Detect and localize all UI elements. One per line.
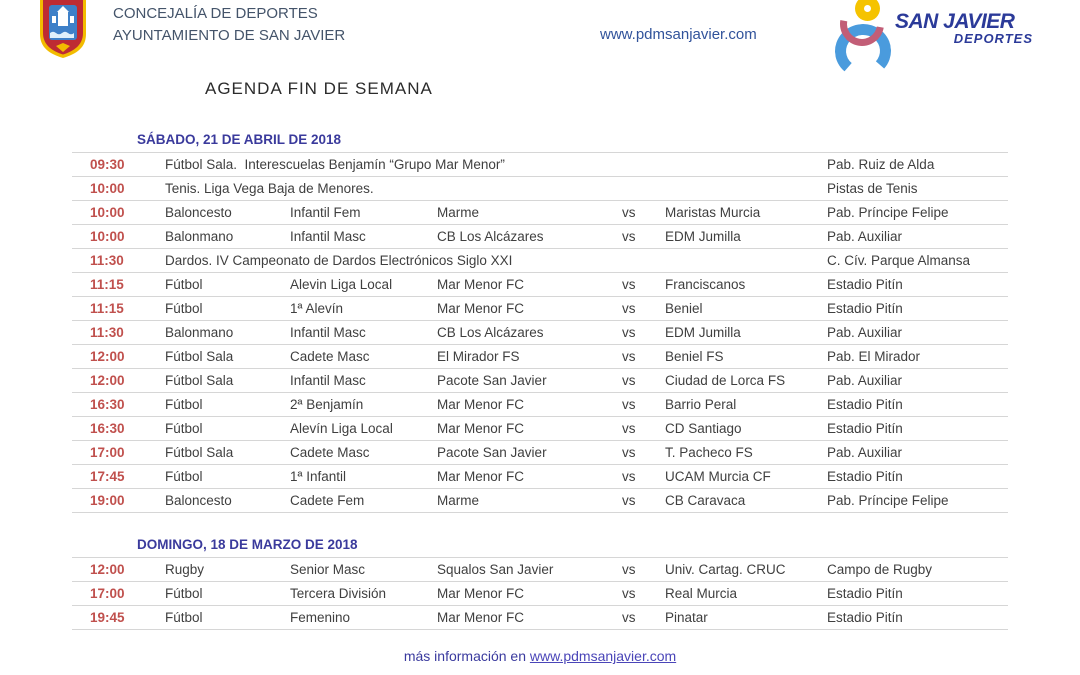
event-sport: Fútbol [165,397,203,412]
agenda-row [72,224,1008,248]
vs-label: vs [622,421,636,436]
agenda-sections [72,128,1008,630]
vs-label: vs [622,277,636,292]
municipal-crest-logo [38,0,88,58]
event-time: 19:45 [90,610,125,625]
event-sport: Baloncesto [165,205,232,220]
vs-label: vs [622,562,636,577]
event-time: 11:15 [90,277,124,292]
event-category: Cadete Masc [290,445,370,460]
logo-wordmark-name: SAN JAVIER [895,10,1015,33]
away-team: EDM Jumilla [665,229,741,244]
vs-label: vs [622,445,636,460]
away-team: CB Caravaca [665,493,746,508]
away-team: Beniel FS [665,349,724,364]
organization-header [113,3,345,47]
agenda-row [72,557,1008,581]
event-sport: Balonmano [165,229,234,244]
event-time: 16:30 [90,397,125,412]
event-description: Tenis. Liga Vega Baja de Menores. [165,181,374,196]
home-team: Mar Menor FC [437,421,525,436]
event-category: Cadete Fem [290,493,365,508]
vs-label: vs [622,349,636,364]
event-category: 1ª Infantil [290,469,347,484]
event-time: 17:00 [90,586,125,601]
vs-label: vs [622,397,636,412]
agenda-section [72,533,1008,630]
home-team: Pacote San Javier [437,445,547,460]
event-time: 09:30 [90,157,125,172]
agenda-row [72,200,1008,224]
event-sport: Fútbol [165,610,203,625]
event-venue: Pab. Auxiliar [827,229,903,244]
away-team: Barrio Peral [665,397,737,412]
event-time: 12:00 [90,349,125,364]
away-team: Franciscanos [665,277,746,292]
event-category: Senior Masc [290,562,366,577]
event-sport: Fútbol [165,277,203,292]
agenda-row [72,248,1008,272]
event-time: 11:15 [90,301,124,316]
san-javier-deportes-logo [833,0,1033,60]
event-time: 17:45 [90,469,125,484]
away-team: Beniel [665,301,703,316]
away-team: CD Santiago [665,421,742,436]
home-team: CB Los Alcázares [437,229,544,244]
agenda-row [72,392,1008,416]
agenda-table [72,557,1008,630]
page-title: AGENDA FIN DE SEMANA [205,79,433,98]
event-sport: Baloncesto [165,493,232,508]
home-team: Mar Menor FC [437,586,525,601]
event-time: 10:00 [90,205,125,220]
event-sport: Balonmano [165,325,234,340]
event-sport: Fútbol [165,586,203,601]
event-time: 17:00 [90,445,125,460]
event-time: 19:00 [90,493,125,508]
vs-label: vs [622,610,636,625]
org-line-2: AYUNTAMIENTO DE SAN JAVIER [113,27,346,44]
event-category: Alevin Liga Local [290,277,393,292]
away-team: UCAM Murcia CF [665,469,771,484]
agenda-row [72,464,1008,488]
section-date-heading: SÁBADO, 21 DE ABRIL DE 2018 [137,132,342,147]
vs-label: vs [622,373,636,388]
event-venue: Estadio Pitín [827,421,903,436]
event-sport: Fútbol [165,301,203,316]
event-venue: Estadio Pitín [827,301,903,316]
org-line-1: CONCEJALÍA DE DEPORTES [113,5,318,22]
event-time: 12:00 [90,373,125,388]
vs-label: vs [622,493,636,508]
event-time: 11:30 [90,253,124,268]
agenda-row [72,296,1008,320]
agenda-row [72,368,1008,392]
away-team: T. Pacheco FS [665,445,753,460]
event-sport: Fútbol Sala [165,373,234,388]
away-team: Ciudad de Lorca FS [665,373,786,388]
vs-label: vs [622,469,636,484]
home-team: Squalos San Javier [437,562,554,577]
event-venue: Estadio Pitín [827,277,903,292]
agenda-row [72,488,1008,512]
event-category: Tercera División [290,586,387,601]
event-venue: Pab. Auxiliar [827,373,903,388]
footer-website-link[interactable]: www.pdmsanjavier.com [529,648,677,664]
event-category: Cadete Masc [290,349,370,364]
event-sport: Fútbol [165,469,203,484]
event-venue: Pab. Auxiliar [827,445,903,460]
event-category: Infantil Fem [290,205,361,220]
footer-info [0,648,1080,664]
home-team: Mar Menor FC [437,469,525,484]
event-venue: Estadio Pitín [827,610,903,625]
event-time: 10:00 [90,229,125,244]
agenda-row [72,176,1008,200]
event-category: Alevín Liga Local [290,421,393,436]
event-venue: Pab. Ruiz de Alda [827,157,935,172]
logo-wordmark-sub: DEPORTES [953,31,1033,46]
event-category: Infantil Masc [290,373,366,388]
away-team: Univ. Cartag. CRUC [665,562,786,577]
event-sport: Fútbol Sala [165,445,234,460]
agenda-table [72,152,1008,513]
event-category: Infantil Masc [290,229,366,244]
event-venue: Pab. Príncipe Felipe [827,493,949,508]
footer-prefix-text: más información en [403,648,526,664]
home-team: Mar Menor FC [437,397,525,412]
home-team: Mar Menor FC [437,277,525,292]
event-venue: Estadio Pitín [827,586,903,601]
event-time: 11:30 [90,325,124,340]
agenda-row [72,320,1008,344]
event-venue: Pistas de Tenis [827,181,918,196]
home-team: Mar Menor FC [437,610,525,625]
vs-label: vs [622,205,636,220]
event-venue: Pab. Príncipe Felipe [827,205,949,220]
event-description: Dardos. IV Campeonato de Dardos Electrónicos Siglo XXI [165,253,513,268]
home-team: CB Los Alcázares [437,325,544,340]
event-venue: Pab. El Mirador [827,349,921,364]
agenda-row [72,272,1008,296]
away-team: EDM Jumilla [665,325,741,340]
away-team: Real Murcia [665,586,738,601]
event-category: Femenino [290,610,351,625]
home-team: Pacote San Javier [437,373,547,388]
home-team: Marme [437,205,480,220]
section-date-heading: DOMINGO, 18 DE MARZO DE 2018 [137,537,358,552]
event-time: 12:00 [90,562,125,577]
event-category: Infantil Masc [290,325,366,340]
website-link-top[interactable]: www.pdmsanjavier.com [600,26,757,43]
event-category: 2ª Benjamín [290,397,364,412]
logo-wordmark [895,10,1033,46]
event-venue: Campo de Rugby [827,562,933,577]
event-venue: Estadio Pitín [827,397,903,412]
vs-label: vs [622,301,636,316]
agenda-section [72,128,1008,513]
event-venue: Pab. Auxiliar [827,325,903,340]
home-team: Mar Menor FC [437,301,525,316]
event-venue: C. Cív. Parque Almansa [827,253,971,268]
away-team: Maristas Murcia [665,205,761,220]
vs-label: vs [622,229,636,244]
agenda-row [72,581,1008,605]
event-sport: Fútbol Sala [165,349,234,364]
stylized-athlete-icon [833,0,895,60]
event-category: 1ª Alevín [290,301,344,316]
event-time: 10:00 [90,181,125,196]
home-team: El Mirador FS [437,349,520,364]
agenda-row [72,416,1008,440]
home-team: Marme [437,493,480,508]
event-venue: Estadio Pitín [827,469,903,484]
vs-label: vs [622,586,636,601]
agenda-row [72,440,1008,464]
event-sport: Fútbol [165,421,203,436]
event-sport: Rugby [165,562,205,577]
event-description: Fútbol Sala. Interescuelas Benjamín “Grupo Mar Menor” [165,157,505,172]
agenda-row [72,152,1008,176]
event-time: 16:30 [90,421,125,436]
vs-label: vs [622,325,636,340]
away-team: Pinatar [665,610,708,625]
agenda-row [72,344,1008,368]
agenda-row [72,605,1008,629]
